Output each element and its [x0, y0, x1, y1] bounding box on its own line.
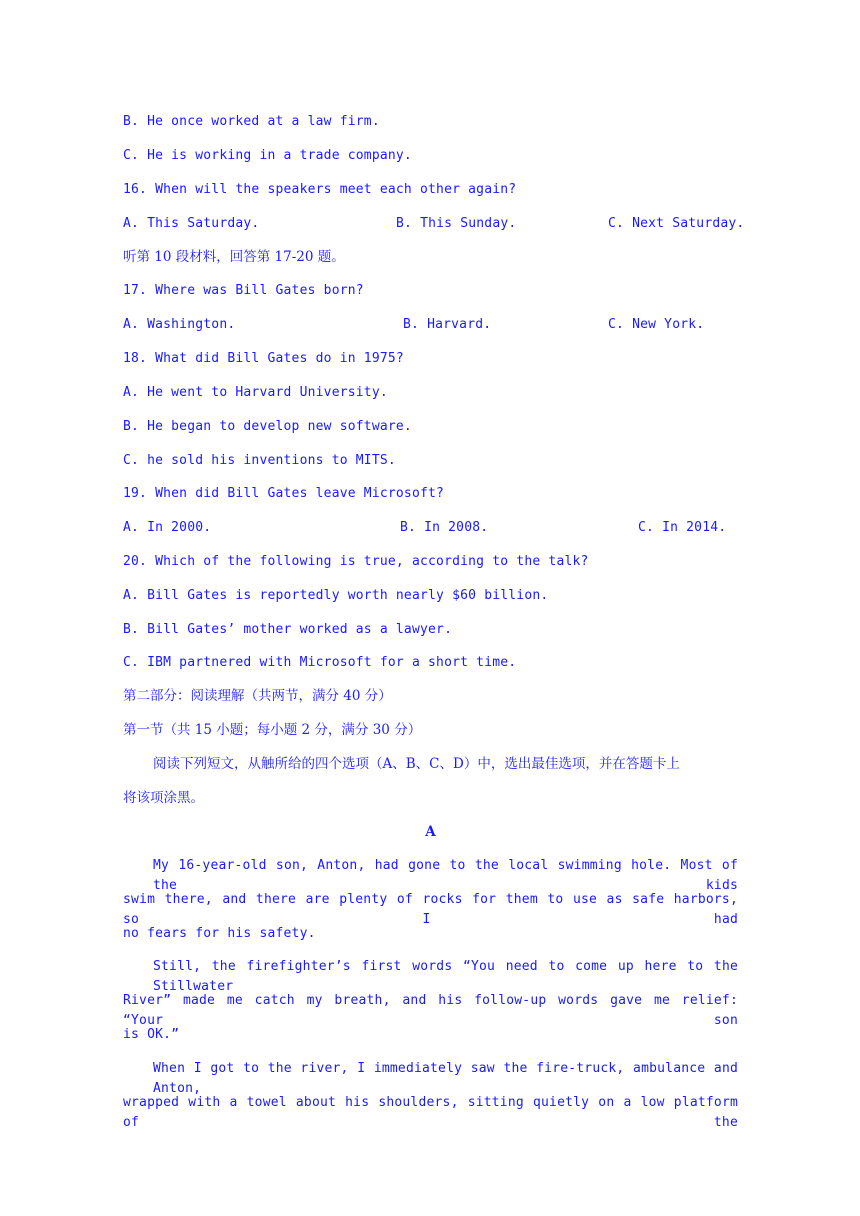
question-16: 16. When will the speakers meet each other again? [123, 182, 517, 197]
passage-line: wrapped with a towel about his shoulders, sitting quietly on a low platform of the [123, 1095, 738, 1130]
q18-option-c: C. he sold his inventions to MITS. [123, 453, 396, 468]
q16-option-b: B. This Sunday. [396, 216, 517, 231]
instruction-line-2: 将该项涂黑。 [123, 790, 204, 806]
q20-option-c: C. IBM partnered with Microsoft for a short time. [123, 655, 517, 670]
q18-option-a: A. He went to Harvard University. [123, 385, 388, 400]
section-1-heading: 第一节（共 15 小题；每小题 2 分，满分 30 分） [123, 722, 422, 738]
passage-line: When I got to the river, I immediately saw the fire-truck, ambulance and Anton, [153, 1061, 738, 1096]
passage-line: Still, the firefighter’s first words “You need to come up here to the Stillwater [153, 959, 738, 994]
q20-option-a: A. Bill Gates is reportedly worth nearly $60 billion. [123, 588, 549, 603]
question-17: 17. Where was Bill Gates born? [123, 283, 364, 298]
q17-option-c: C. New York. [608, 317, 705, 332]
passage-line: River” made me catch my breath, and his follow-up words gave me relief: “Your son [123, 993, 738, 1028]
q16-option-a: A. This Saturday. [123, 216, 260, 231]
passage-title: A [425, 824, 436, 840]
question-19: 19. When did Bill Gates leave Microsoft? [123, 486, 445, 501]
passage-line: no fears for his safety. [123, 926, 316, 941]
q15-option-b: B. He once worked at a law firm. [123, 114, 380, 129]
passage-line: swim there, and there are plenty of rocks for them to use as safe harbors, so I had [123, 892, 738, 927]
q15-option-c: C. He is working in a trade company. [123, 148, 412, 163]
q18-option-b: B. He began to develop new software. [123, 419, 412, 434]
q19-option-c: C. In 2014. [638, 520, 727, 535]
q16-option-c: C. Next Saturday. [608, 216, 745, 231]
section-10-instruction: 听第 10 段材料，回答第 17-20 题。 [123, 249, 345, 265]
q17-option-b: B. Harvard. [403, 317, 492, 332]
question-18: 18. What did Bill Gates do in 1975? [123, 351, 404, 366]
q19-option-b: B. In 2008. [400, 520, 489, 535]
passage-line: is OK.” [123, 1027, 180, 1042]
q20-option-b: B. Bill Gates’ mother worked as a lawyer. [123, 622, 453, 637]
q19-option-a: A. In 2000. [123, 520, 212, 535]
passage-line: My 16-year-old son, Anton, had gone to the local swimming hole. Most of the kids [153, 858, 738, 893]
part-2-heading: 第二部分：阅读理解（共两节，满分 40 分） [123, 688, 392, 704]
q17-option-a: A. Washington. [123, 317, 236, 332]
instruction-line-1: 阅读下列短文，从触所给的四个选项（A、B、C、D）中，选出最佳选项，并在答题卡上 [153, 756, 680, 772]
question-20: 20. Which of the following is true, according to the talk? [123, 554, 589, 569]
